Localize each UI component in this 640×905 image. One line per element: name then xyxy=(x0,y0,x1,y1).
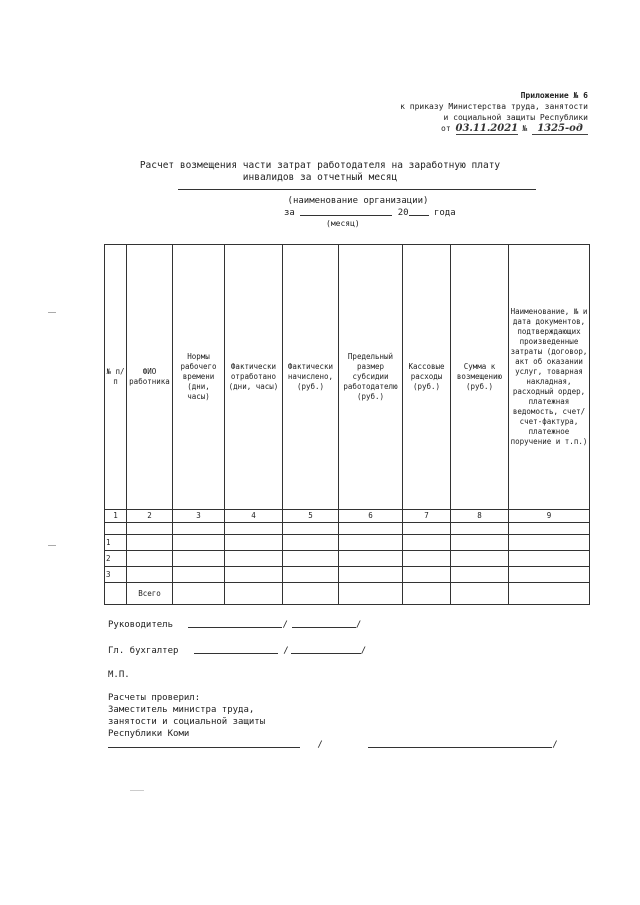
accountant-name-blank xyxy=(291,644,361,654)
header-cell-accrued: Фактически начислено, (руб.) xyxy=(283,245,339,510)
table-row xyxy=(105,551,590,567)
handwritten-date: 03.11.2021 xyxy=(455,123,519,134)
checked-label: Расчеты проверил: xyxy=(108,693,201,703)
month-blank xyxy=(300,206,392,216)
appendix-line-2: и социальной защиты Республики xyxy=(443,113,588,122)
table-row xyxy=(105,535,590,551)
row-number: 1 xyxy=(105,535,127,551)
header-cell-reimbursement: Сумма к возмещению (руб.) xyxy=(451,245,509,510)
organization-label: (наименование организации) xyxy=(287,196,429,206)
appendix-date-line xyxy=(441,123,588,135)
stamp-label: М.П. xyxy=(108,670,130,680)
index-cell: 9 xyxy=(509,510,590,523)
handwritten-order-number: 1325-од xyxy=(537,123,583,134)
accountant-label: Гл. бухгалтер xyxy=(108,646,179,656)
head-label: Руководитель xyxy=(108,620,174,630)
table-total-row xyxy=(105,583,590,605)
order-number-field xyxy=(532,123,588,135)
scan-speck xyxy=(48,545,56,546)
head-name-blank xyxy=(292,618,356,628)
document-title xyxy=(0,160,640,184)
appendix-line-1: к приказу Министерства труда, занятости xyxy=(400,102,588,111)
deputy-line-3: Республики Коми xyxy=(108,729,190,739)
date-prefix: от xyxy=(441,124,451,133)
appendix-block xyxy=(400,90,588,135)
header-cell-documents: Наименование, № и дата документов, подтверждающих произведенные затраты (договор, акт об оказании услуг, товарная накладная, расходный ордер, платежная ведомость, счет/счет-фактура, платежное поручение и т.п.) xyxy=(509,245,590,510)
date-field xyxy=(456,123,518,135)
table-spacer-row xyxy=(105,523,590,535)
header-cell-number: № п/п xyxy=(105,245,127,510)
table-index-row xyxy=(105,510,590,523)
accountant-signature-blank xyxy=(194,644,278,654)
appendix-number: Приложение № 6 xyxy=(520,91,588,100)
head-signature-blank xyxy=(188,618,282,628)
header-cell-subsidy-limit: Предельный размер субсидии работодателю (руб.) xyxy=(339,245,403,510)
deputy-signature-blank xyxy=(108,738,300,748)
head-signature-line: Руководитель / / xyxy=(108,620,362,630)
year-blank xyxy=(409,206,429,216)
row-number: 3 xyxy=(105,567,127,583)
period-prefix: за xyxy=(284,208,295,218)
deputy-line-1: Заместитель министра труда, xyxy=(108,705,255,715)
index-cell: 3 xyxy=(173,510,225,523)
index-cell: 7 xyxy=(403,510,451,523)
scan-speck xyxy=(48,312,56,313)
table-header-row xyxy=(105,245,590,510)
month-label: (месяц) xyxy=(326,219,360,228)
reimbursement-table xyxy=(104,244,590,605)
deputy-line-2: занятости и социальной защиты xyxy=(108,717,266,727)
row-number: 2 xyxy=(105,551,127,567)
period-line xyxy=(284,206,456,218)
accountant-signature-line: Гл. бухгалтер / / xyxy=(108,646,367,656)
deputy-signature-line: / / xyxy=(108,738,558,750)
scan-speck xyxy=(130,790,144,791)
checked-block xyxy=(108,692,265,740)
number-prefix: № xyxy=(522,124,528,133)
organization-name-line xyxy=(178,189,536,190)
total-label: Всего xyxy=(127,583,173,605)
index-cell: 5 xyxy=(283,510,339,523)
index-cell: 2 xyxy=(127,510,173,523)
period-suffix: года xyxy=(433,208,456,218)
title-line-2: инвалидов за отчетный месяц xyxy=(242,172,398,183)
deputy-name-blank xyxy=(368,738,552,748)
index-cell: 8 xyxy=(451,510,509,523)
header-cell-fio: ФИО работника xyxy=(127,245,173,510)
index-cell: 1 xyxy=(105,510,127,523)
header-cell-worked: Фактически отработано (дни, часы) xyxy=(225,245,283,510)
title-line-1: Расчет возмещения части затрат работодателя на заработную плату xyxy=(139,160,501,171)
header-cell-cash-expenses: Кассовые расходы (руб.) xyxy=(403,245,451,510)
index-cell: 6 xyxy=(339,510,403,523)
year-prefix: 20 xyxy=(397,208,409,218)
table-row xyxy=(105,567,590,583)
index-cell: 4 xyxy=(225,510,283,523)
header-cell-norms: Нормы рабочего времени (дни, часы) xyxy=(173,245,225,510)
